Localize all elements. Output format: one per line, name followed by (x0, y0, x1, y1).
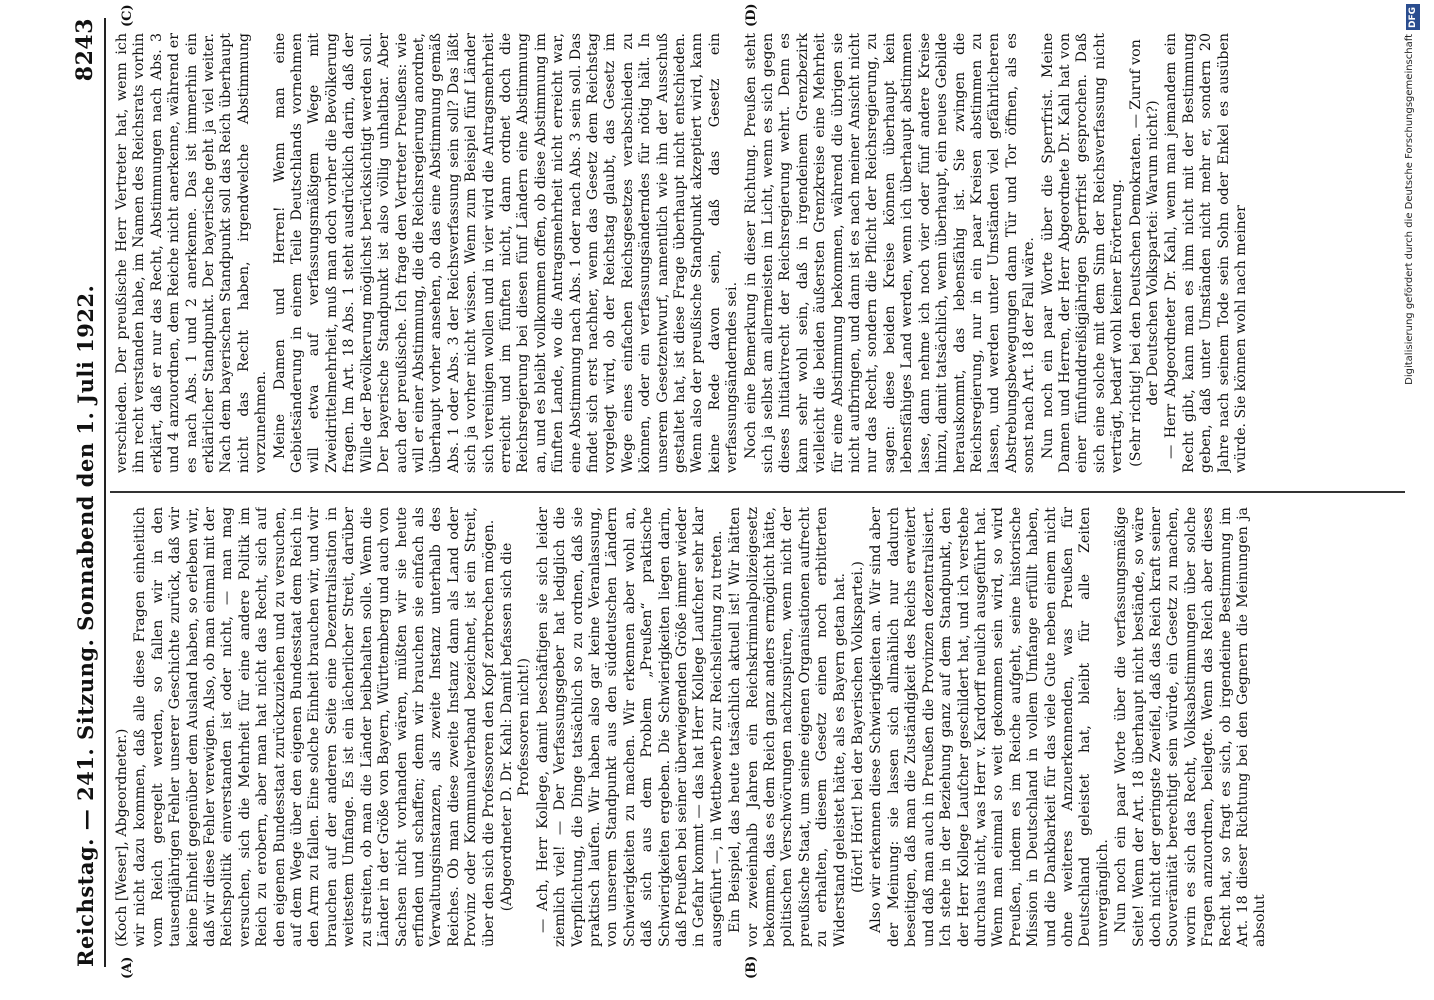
paragraph: Noch eine Bemerkung in dieser Richtung. Preußen steht sich ja selbst am allermeisten im Licht, wenn es sich gegen dieses Initiativrecht der Reichsregierung wehrt. Denn es kann sehr wohl sein, daß in irgendeinem Grenzbezirk vielleicht die beiden äußersten Grenzkreise eine Mehrheit für eine Abstimmung bekommen, während die übrigen sie nicht aufbringen, und dann ist es nach meiner Ansicht nicht nur das Recht, sondern die Pflicht der Reichsregierung, zu sagen: diese beiden Kreise können überhaupt kein lebensfähiges Land werden, wenn ich überhaupt abstimmen lasse, dann nehme ich noch vier oder fünf andere Kreise hinzu, damit tatsächlich, wenn überhaupt, ein neues Gebilde herauskommt, das lebensfähig ist. Sie zwingen die Reichsregierung, nur in ein paar Kreisen abstimmen zu lassen, und werden unter Umständen viel gefährlicheren Abstrebungsbewegungen dann Tür und Tor öffnen, als es sonst nach Art. 18 der Fall wäre. (742, 33, 1038, 473)
paragraph: — Herr Abgeordneter Dr. Kahl, wenn man jemandem ein Recht gibt, kann man es ihm nicht mit der Bestimmung geben, daß unter Umständen nicht mehr er, sondern 20 Jahre nach seinem Tode sein Sohn oder Enkel es ausüben würde. Sie können wohl nach meiner (1163, 33, 1249, 473)
margin-marker-d: (D) (744, 3, 759, 27)
digitization-credit: Digitalisierung gefördert durch die Deutsche Forschungsgemeinschaft (1404, 34, 1415, 385)
margin-marker-c: (C) (120, 4, 135, 27)
header-title: Reichstag. — 241. Sitzung. Sonnabend den 1. Juli 1922. (72, 284, 98, 967)
paragraph: Nun noch ein paar Worte über die verfassungsmäßige Seite! Wenn der Art. 18 überhaupt nicht bestände, so wäre doch nicht der geringste Zweifel, daß das Reich kraft seiner Souveränität berechtigt sein würde, ein Gesetz zu machen, worin es sich das Recht, Volksabstimmungen über solche Fragen anzuordnen, beilegte. Wenn das Reich aber dieses Recht hat, so fragt es sich, ob irgendeine Bestimmung im Art. 18 dieser Richtung bei den Gegnern die Meinungen ja absolut (1113, 507, 1269, 947)
paragraph: Also wir erkennen diese Schwierigkeiten an. Wir sind aber der Meinung: sie lassen sich allmählich nur dadurch beseitigen, daß man die Zuständigkeit des Reichs erweitert und daß man auch in Preußen die Provinzen dezentralisiert. Ich stehe in der Beziehung ganz auf dem Standpunkt, den der Herr Kollege Laufcher geschildert hat, und ich verstehe durchaus nicht, was Herr v. Kardorff neulich ausgeführt hat. Wenn man einmal so weit gekommen sein wird, so wird Preußen, indem es im Reiche aufgeht, seine historische Mission in Deutschland in vollem Umfange erfüllt haben, und die Dankbarkeit für das viele Gute neben einem nicht ohne weiteres Anzuerkennenden, was Preußen für Deutschland geleistet hat, bleibt für alle Zeiten unvergänglich. (868, 507, 1111, 947)
right-column (114, 33, 1405, 473)
paragraph: Nun noch ein paar Worte über die Sperrfrist. Meine Damen und Herren, der Herr Abgeordnete Dr. Kahl hat von einer fünfunddreißigjährigen Sperrfrist gesprochen. Daß sich eine solche mit dem Sinn der Reichsverfassung nicht verträgt, bedarf wohl keiner Erörterung. (1039, 33, 1126, 473)
digitization-sidebar (1400, 0, 1430, 1000)
paragraph: — Ach, Herr Kollege, damit beschäftigen sie sich leider ziemlich viel! — Der Verfassungsgeber hat lediglich die Verpflichtung, die Dinge tatsächlich so zu ordnen, daß sie praktisch laufen. Wir haben also gar keine Veranlassung, von unserem Standpunkt aus den süddeutschen Ländern Schwierigkeiten zu machen. Wir erkennen aber wohl an, daß sich aus dem Problem „Preußen“ praktische Schwierigkeiten ergeben. Die Schwierigkeiten liegen darin, daß Preußen bei seiner überwiegenden Größe immer wieder in Gefahr kommt — das hat Herr Kollege Laufcher sehr klar ausgeführt —, in Wettbewerb zur Reichsleitung zu treten. (534, 507, 725, 947)
rotated-page (40, 0, 1425, 985)
page-number: 8243 (72, 18, 98, 82)
margin-marker-b: (B) (744, 955, 759, 979)
speaker-line: (Koch [Weser], Abgeordneter.) (114, 728, 130, 947)
header-rule (104, 18, 106, 967)
paragraph: Meine Damen und Herren! Wenn man eine Gebietsänderung in einem Teile Deutschlands vornehmen will etwa auf verfassungsmäßigem Wege mit Zweidrittelmehrheit, muß man doch vorher die Bevölkerung fragen. Im Art. 18 Abs. 1 steht ausdrücklich darin, daß der Wille der Bevölkerung möglichst berücksichtigt werden soll. Der bayerische Standpunkt ist also völlig unhaltbar. Aber auch der preußische. Ich frage den Vertreter Preußens: wie will er einer Abstimmung, die die Reichsregierung anordnet, überhaupt vorher ansehen, ob das eine Abstimmung gemäß Abs. 1 oder Abs. 3 der Reichsverfassung sein soll? Das läßt sich ja vorher nicht wissen. Wenn zum Beispiel fünf Länder sich vereinigen wollen und in vier wird die Antragsmehrheit erreicht und im fünften nicht, dann ordnet doch die Reichsregierung bei diesen fünf Ländern eine Abstimmung an, und es bleibt vollkommen offen, ob diese Abstimmung im fünften Lande, wo die Antragsmehrheit nicht erreicht war, eine Abstimmung nach Abs. 1 oder nach Abs. 3 sein soll. Das findet sich erst nachher, wenn das Gesetz dem Reichstag vorgelegt wird, ob der Reichstag glaubt, das Gesetz im Wege eines einfachen Reichsgesetzes verabschieden zu können, oder ein verfassungsänderndes für nötig hält. In unserem Gesetzentwurf, namentlich wie ihn der Ausschuß gestaltet hat, ist diese Frage überhaupt nicht entschieden. Wenn also der preußische Standpunkt akzeptiert wird, kann keine Rede davon sein, daß das Gesetz ein verfassungsänderndes sei. (271, 33, 741, 473)
interjection: (Abgeordneter D. Dr. Kahl: Damit befassen sich die Professoren nicht!) (498, 542, 533, 912)
paragraph: Ein Beispiel, das heute tatsächlich aktuell ist! Wir hätten vor zweieinhalb Jahren ein Reichskriminalpolizeigesetz bekommen, das es dem Reich ganz anders ermöglicht hätte, politischen Verschwörungen nachzuspüren, wenn nicht der preußische Staat, um seine eigenen Organisationen aufrecht zu erhalten, diesem Gesetz einen noch erbitterten Widerstand geleistet hätte, als es Bayern getan hat. (727, 507, 848, 947)
margin-marker-a: (A) (120, 956, 135, 979)
page-header (68, 18, 102, 967)
column-divider (110, 492, 1405, 494)
left-column (114, 507, 1405, 947)
interjection: (Hört! Hört! bei der Bayerischen Volkspartei.) (850, 561, 867, 893)
interjection: (Sehr richtig! bei den Deutschen Demokraten. — Zuruf von der Deutschen Volkspartei: Warum nicht?) (1127, 39, 1161, 467)
paragraph: wir nicht dazu kommen, daß alle diese Fragen einheitlich vom Reich geregelt werden, so fallen wir in den tausendjährigen Fehler unserer Geschichte zurück, daß wir keine Einheit gegenüber dem Ausland haben, so erleben wir, daß wir diese Fehler verewigen. Also, ob man einmal mit der Reichspolitik einverstanden ist oder nicht, — man mag versuchen, sich die Mehrheit für eine andere Politik im Reich zu erobern, aber man hat nicht das Recht, sich auf den eigenen Bundesstaat zurückzuziehen und zu versuchen, auf dem Wege über den eigenen Bundesstaat dem Reich in den Arm zu fallen. Eine solche Einheit brauchen wir, und wir brauchen auf der anderen Seite eine Dezentralisation in weitestem Umfange. Es ist ein lächerlicher Streit, darüber zu streiten, ob man die Länder beibehalten solle. Wenn die Länder in der Größe von Bayern, Württemberg und auch von Sachsen nicht vorhanden wären, müßten wir sie heute erfinden und schaffen; denn wir brauchen sie einfach als Verwaltungsinstanzen, als zweite Instanz unterhalb des Reiches. Ob man diese zweite Instanz dann als Land oder Provinz oder Kommunalverband bezeichnet, ist ein Streit, über den sich die Professoren den Kopf zerbrechen mögen. (132, 507, 497, 947)
paragraph: verschieden. Der preußische Herr Vertreter hat, wenn ich ihn recht verstanden habe, im Namen des Reichsrats vorhin erklärt, daß er nur das Recht, Abstimmungen nach Abs. 3 und 4 anzuordnen, dem Reiche nicht anerkenne, während er es nach Abs. 1 und 2 anerkenne. Das ist immerhin ein erklärlicher Standpunkt. Der bayerische geht ja viel weiter. Nach dem bayerischen Standpunkt soll das Reich überhaupt nicht das Recht haben, irgendwelche Abstimmung vorzunehmen. (114, 33, 270, 473)
dfg-logo: DFG (1406, 4, 1420, 30)
